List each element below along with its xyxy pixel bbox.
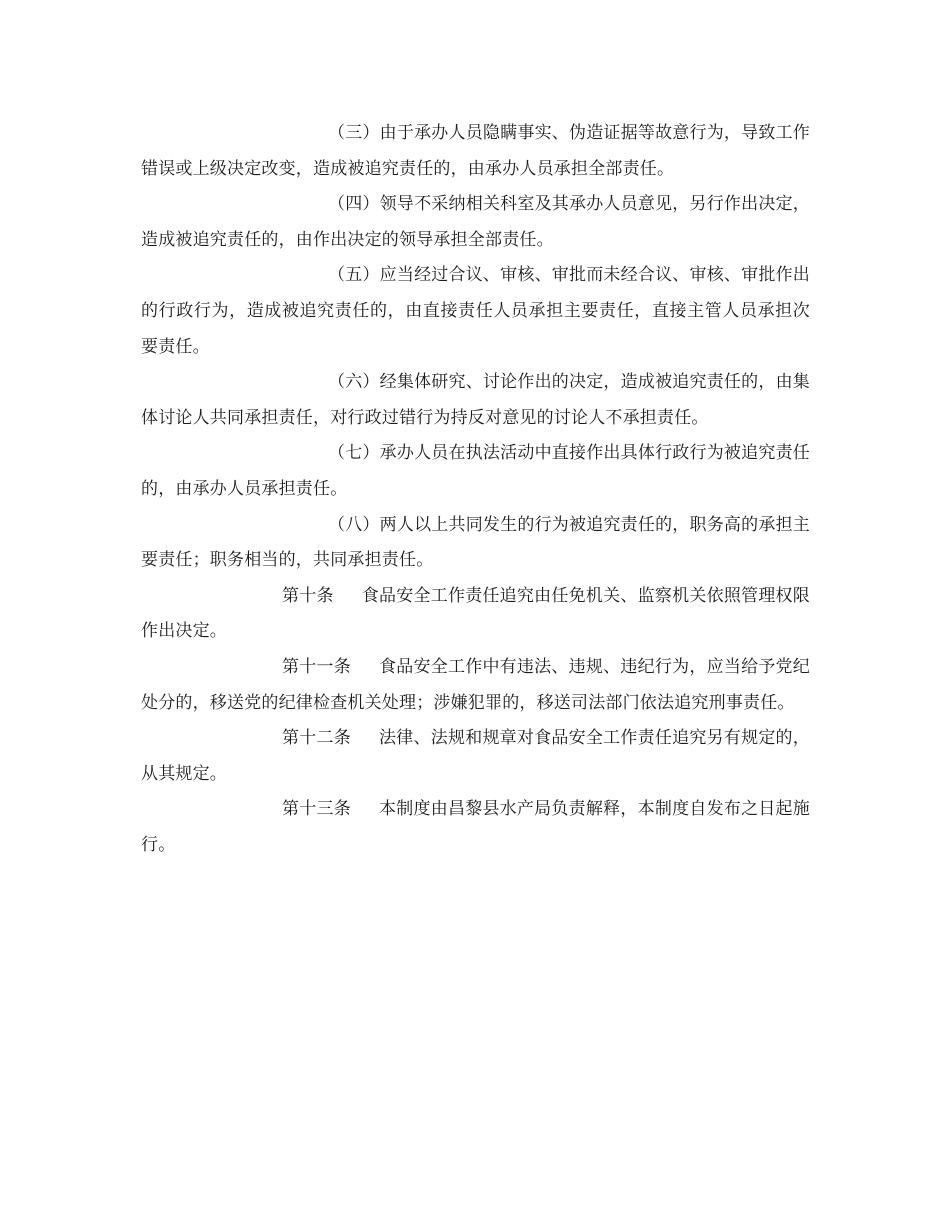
clause-paragraph xyxy=(141,508,810,579)
article-paragraph xyxy=(141,721,810,792)
clause-text: （八）两人以上共同发生的行为被追究责任的，职务高的承担主要责任；职务相当的，共同承担责任。 xyxy=(141,514,810,571)
clause-paragraph xyxy=(141,116,810,187)
article-number: 第十三条 xyxy=(282,799,351,820)
article-paragraph xyxy=(141,650,810,721)
article-paragraph xyxy=(141,792,810,863)
article-number: 第十二条 xyxy=(282,728,351,749)
article-paragraph xyxy=(141,579,810,650)
article-text: 食品安全工作中有违法、违规、违纪行为，应当给予党纪处分的，移送党的纪律检查机关处理；涉嫌犯罪的，移送司法部门依法追究刑事责任。 xyxy=(141,656,811,713)
article-number: 第十条 xyxy=(282,585,334,606)
clause-text: （三）由于承办人员隐瞒事实、伪造证据等故意行为，导致工作错误或上级决定改变，造成被追究责任的，由承办人员承担全部责任。 xyxy=(141,123,810,179)
clause-text: （七）承办人员在执法活动中直接作出具体行政行为被追究责任的，由承办人员承担责任。 xyxy=(141,443,810,499)
article-number: 第十一条 xyxy=(282,656,351,677)
clause-paragraph xyxy=(141,258,810,365)
clause-text: （六）经集体研究、讨论作出的决定，造成被追究责任的，由集体讨论人共同承担责任，对行政过错行为持反对意见的讨论人不承担责任。 xyxy=(141,372,810,428)
clause-paragraph xyxy=(141,187,810,258)
clause-paragraph xyxy=(141,436,810,507)
clause-text: （四）领导不采纳相关科室及其承办人员意见，另行作出决定，造成被追究责任的，由作出决定的领导承担全部责任。 xyxy=(141,194,810,250)
article-text: 法律、法规和规章对食品安全工作责任追究另有规定的，从其规定。 xyxy=(141,728,811,784)
document-body xyxy=(141,116,810,863)
article-text: 本制度由昌黎县水产局负责解释，本制度自发布之日起施行。 xyxy=(141,799,811,855)
clause-paragraph xyxy=(141,365,810,436)
article-text: 食品安全工作责任追究由任免机关、监察机关依照管理权限作出决定。 xyxy=(141,585,810,642)
clause-text: （五）应当经过合议、审核、审批而未经合议、审核、审批作出的行政行为，造成被追究责任的，由直接责任人员承担主要责任，直接主管人员承担次要责任。 xyxy=(141,265,810,357)
